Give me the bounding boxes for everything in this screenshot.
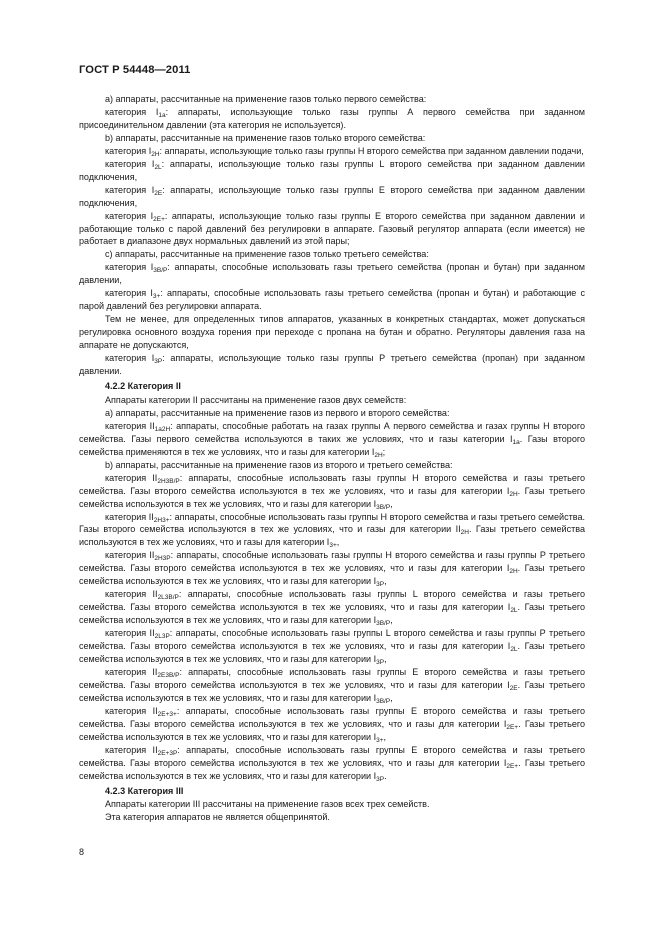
paragraph: категория $II_{2E+3+}$: аппараты, способные использовать газы группы Е второго семейства и газы третьего семейства. Газы второго семейства используются в тех же условиях, что и газы для категории $I_{2E+}$. Газы третьего семейства используются в тех же условиях, что и газы для категории $I_{3+}$, [79,705,585,744]
paragraph: категория $II_{2H3P}$: аппараты, способные использовать газы группы Н второго семейства и газы группы Р третьего семейства. Газы второго семейства используются в тех же условиях, что и газы для категории $I_{2H}$. Газы третьего семейства используются в тех же условиях, что и газы для категории $I_{3P}$, [79,550,585,589]
paragraph: с) аппараты, рассчитанные на применение газов только третьего семейства: [105,249,429,260]
paragraph: категория $I_{2E+}$: аппараты, использующие только газы группы Е второго семейства при заданном давлении и работающие только с парой давлений без регулировки в аппарате. Газовый регулятор аппарата (если имеется) не работает в диапазоне двух нормальных давлений из этой пары; [79,210,585,247]
paragraph: категория $I_{2E}$: аппараты, использующие только газы группы Е второго семейства при заданном давлении подключения, [79,184,585,208]
paragraph: категория $II_{2L3P}$: аппараты, способные использовать газы группы L второго семейства и газы группы Р третьего семейства. Газы второго семейства используются в тех же условиях, что и газы для категории $I_{2L}$. Газы третьего семейства используются в тех же условиях, что и газы для категории $I_{3P}$, [79,628,585,666]
paragraph: Аппараты категории III рассчитаны на применение газов всех трех семейств. [105,799,430,810]
section-heading: 4.2.3 Категория III [105,785,184,796]
paragraph: категория $II_{2H3B/P}$: аппараты, способные использовать газы группы Н второго семейства и газы третьего семейства. Газы второго семейства используются в тех же условиях, что и газы для категории $I_{2H}$. Газы третьего семейства используются в тех же условиях, что и газы для категории $I_{3B/P}$, [79,472,585,511]
paragraph: категория $I_{1а}$: аппараты, использующие только газы группы А первого семейства при заданном присоединительном давлении (эта категория не используется). [79,106,585,130]
paragraph: категория $I_{3P}$: аппараты, использующие только газы группы Р третьего семейства (пропан) при заданном давлении. [79,353,585,377]
paragraph: категория $II_{2H3+}$: аппараты, способные использовать газы группы Н второго семейства и газы третьего семейства. Газы второго семейства используются в тех же условиях, что и газы для категории $II_{2H}$. Газы третьего семейства используются в тех же условиях, что и газы для категории $I_{3+}$, [79,511,585,550]
paragraph: b) аппараты, рассчитанные на применение газов только второго семейства: [105,132,426,143]
paragraph: Тем не менее, для определенных типов аппаратов, указанных в конкретных стандартах, может допускаться регулировка основного воздуха горения при переходе с пропана на бутан и обратно. Регуляторы давления газа на аппарате не допускаются, [79,314,585,351]
page-number: 8 [79,847,85,857]
paragraph: категория $I_{3B/P}$: аппараты, способные использовать газы третьего семейства (пропан и бутан) при заданном давлении, [79,262,585,286]
paragraph: категория $II_{1a2H}$: аппараты, способные работать на газах группы А первого семейства и газах группы Н второго семейства. Газы первого семейства используются в таких же условиях, что и газы категории $I_{1a}$. Газы второго семейства применяются в тех же условиях, что и газы для категории $I_{2H}$; [79,420,585,459]
paragraph: Эта категория аппаратов не является общепринятой. [105,812,330,823]
paragraph: категория $II_{2E+3P}$: аппараты, способные использовать газы группы Е второго семейства и газы третьего семейства. Газы второго семейства используются в тех же условиях, что и газы для категории $I_{2E+}$. Газы третьего семейства используются в тех же условиях, что и газы для категории $I_{3P}$. [79,744,585,783]
paragraph: категория $II_{2L3B/P}$: аппараты, способные использовать газы группы L второго семейства и газы третьего семейства. Газы второго семейства используются в тех же условиях, что и газы для категории $I_{2L}$. Газы третьего семейства используются в тех же условиях, что и газы для категории $I_{3B/P}$, [79,589,585,628]
page-header-title: ГОСТ Р 54448—2011 [79,64,191,76]
paragraph: категория $I_{3+}$: аппараты, способные использовать газы третьего семейства (пропан и бутан) и работающие с парой давлений без регулировки аппарата. [79,288,585,312]
paragraph: b) аппараты, рассчитанные на применение газов из второго и третьего семейства: [105,459,453,470]
section-heading: 4.2.2 Категория II [105,380,181,391]
document-body [79,93,585,824]
paragraph: Аппараты категории II рассчитаны на применение газов двух семейств: [105,394,407,405]
paragraph: категория $II_{2E3B/P}$: аппараты, способные использовать газы группы Е второго семейства и газы третьего семейства. Газы второго семейства используются в тех же условиях, что и газы для категории $I_{2E}$. Газы третьего семейства используются в тех же условиях, что и газы для категории $I_{3B/P}$, [79,666,585,705]
paragraph: а) аппараты, рассчитанные на применение газов только первого семейства: [105,94,427,104]
paragraph: а) аппараты, рассчитанные на применение газов из первого и второго семейства: [105,407,450,418]
paragraph: категория $I_{2H}$: аппараты, использующие только газы группы Н второго семейства при заданном давлении подачи, [105,145,584,158]
paragraph: категория $I_{2L}$: аппараты, использующие только газы группы L второго семейства при заданном давлении подключения, [79,158,585,182]
